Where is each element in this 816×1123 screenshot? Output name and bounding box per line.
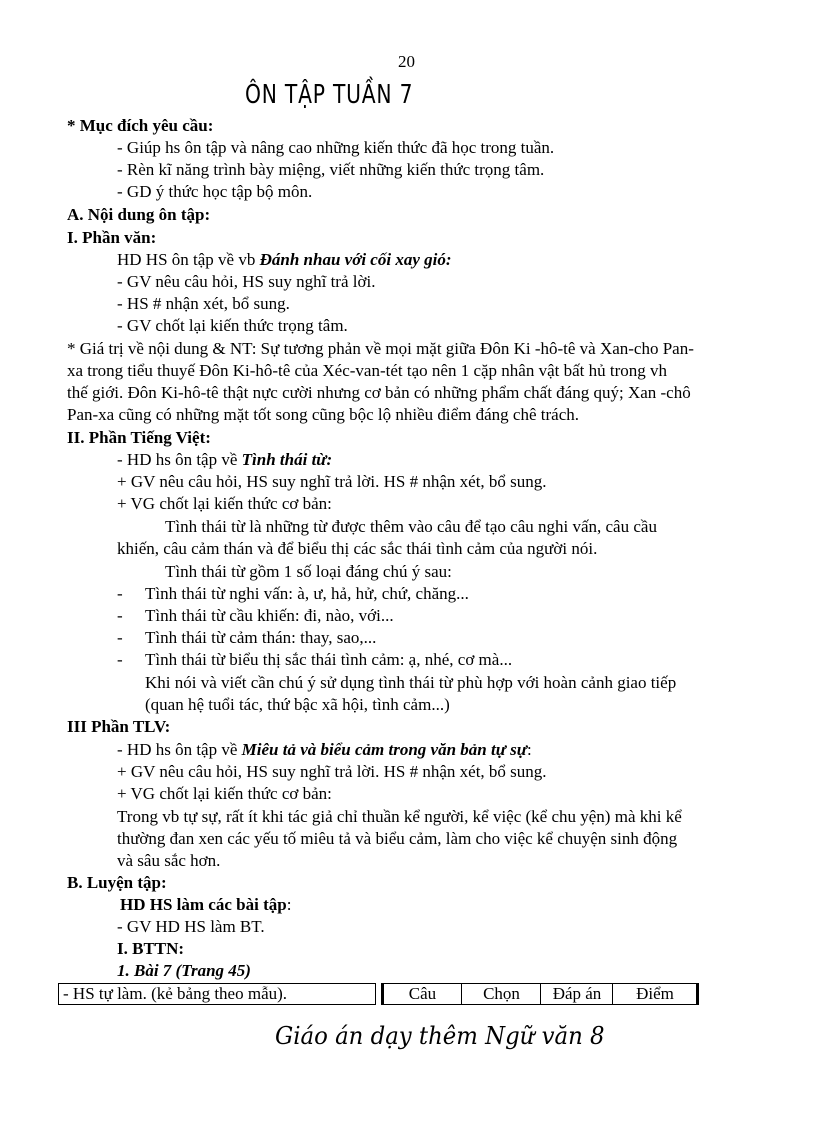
part2-item: + GV nêu câu hỏi, HS suy nghĩ trả lời. HS # nhận xét, bổ sung. xyxy=(117,472,547,491)
page-title: ÔN TẬP TUẦN 7 xyxy=(245,80,414,110)
part3-intro-title: Miêu tả và biểu cảm trong văn bản tự sự xyxy=(241,740,527,759)
type-item-text: Tình thái từ biểu thị sắc thái tình cảm: ạ, nhé, cơ mà... xyxy=(145,650,513,669)
part2-intro xyxy=(117,449,332,471)
type-item-text: Tình thái từ nghi vấn: à, ư, hả, hử, chứ, chăng... xyxy=(145,584,469,603)
part1-intro-prefix: HD HS ôn tập về vb xyxy=(117,250,260,269)
definition-line: khiến, câu cảm thán và để biểu thị các sắc thái tình cảm của người nói. xyxy=(117,539,598,558)
part3-intro-suffix: : xyxy=(526,740,532,759)
type-item: - Tình thái từ cầu khiến: đi, nào, với... xyxy=(117,606,394,625)
type-item: - Tình thái từ nghi vấn: à, ư, hả, hử, chứ, chăng... xyxy=(117,584,469,603)
part3-heading: III Phần TLV: xyxy=(67,717,171,736)
bttn-heading: I. BTTN: xyxy=(117,939,185,958)
section-b-subheading-text: HD HS làm các bài tập xyxy=(120,895,287,914)
part3-intro xyxy=(117,739,532,761)
definition-line: Tình thái từ là những từ được thêm vào câu để tạo câu nghi vấn, câu cầu xyxy=(165,517,657,536)
section-b-item: - GV HD HS làm BT. xyxy=(117,917,265,936)
content-line: Trong vb tự sự, rất ít khi tác giả chỉ thuần kể người, kể việc (kể chu yện) mà khi kể xyxy=(117,807,682,826)
part2-heading: II. Phần Tiếng Việt: xyxy=(67,428,211,447)
part1-heading: I. Phần văn: xyxy=(67,228,157,247)
type-item: - Tình thái từ cảm thán: thay, sao,... xyxy=(117,628,377,647)
part1-intro xyxy=(117,249,452,271)
value-line: xa trong tiểu thuyế Đôn Ki-hô-tê của Xéc-van-tét tạo nên 1 cặp nhân vật bất hủ trong vh xyxy=(67,361,667,380)
part1-intro-title: Đánh nhau với cối xay gió: xyxy=(259,250,452,269)
content-line: và sâu sắc hơn. xyxy=(117,851,221,870)
part2-intro-title: Tình thái từ: xyxy=(241,450,333,469)
part1-item: - HS # nhận xét, bổ sung. xyxy=(117,294,290,313)
table-header-cell: Chọn xyxy=(461,984,541,1004)
part3-item: + GV nêu câu hỏi, HS suy nghĩ trả lời. HS # nhận xét, bổ sung. xyxy=(117,762,547,781)
part1-item: - GV chốt lại kiến thức trọng tâm. xyxy=(117,316,348,335)
part3-intro-prefix: - HD hs ôn tập về xyxy=(117,740,242,759)
answer-table xyxy=(381,983,699,1005)
content-line: thường đan xen các yếu tố miêu tả và biểu cảm, làm cho việc kể chuyện sinh động xyxy=(117,829,678,848)
section-b-subheading xyxy=(120,894,291,916)
types-intro: Tình thái từ gồm 1 số loại đáng chú ý sau: xyxy=(165,562,452,581)
purpose-item: - Rèn kĩ năng trình bày miệng, viết những kiến thức trọng tâm. xyxy=(117,160,545,179)
table-header-cell: Điểm xyxy=(612,984,697,1004)
page-number: 20 xyxy=(398,52,415,71)
type-item: - Tình thái từ biểu thị sắc thái tình cảm: ạ, nhé, cơ mà... xyxy=(117,650,513,669)
section-a-heading: A. Nội dung ôn tập: xyxy=(67,205,211,224)
value-line: Pan-xa cũng có những mặt tốt song cũng bộc lộ nhiều điểm đáng chê trách. xyxy=(67,405,580,424)
part2-item: + VG chốt lại kiến thức cơ bản: xyxy=(117,494,332,513)
table-header-cell: Đáp án xyxy=(540,984,613,1004)
part2-intro-prefix: - HD hs ôn tập về xyxy=(117,450,242,469)
note-line: Khi nói và viết cần chú ý sử dụng tình thái từ phù hợp với hoàn cảnh giao tiếp xyxy=(145,673,677,692)
purpose-item: - Giúp hs ôn tập và nâng cao những kiến thức đã học trong tuần. xyxy=(117,138,555,157)
exercise-heading: 1. Bài 7 (Trang 45) xyxy=(117,961,251,980)
section-b-subheading-suffix: : xyxy=(286,895,292,914)
table-left-cell: - HS tự làm. (kẻ bảng theo mẫu). xyxy=(58,983,376,1005)
purpose-heading: * Mục đích yêu cầu: xyxy=(67,116,214,135)
purpose-item: - GD ý thức học tập bộ môn. xyxy=(117,182,313,201)
note-line: (quan hệ tuổi tác, thứ bậc xã hội, tình cảm...) xyxy=(145,695,450,714)
footer: Giáo án dạy thêm Ngữ văn 8 xyxy=(275,1022,605,1050)
part1-item: - GV nêu câu hỏi, HS suy nghĩ trả lời. xyxy=(117,272,376,291)
section-b-heading: B. Luyện tập: xyxy=(67,873,167,892)
table-header-cell: Câu xyxy=(408,984,437,1003)
part3-item: + VG chốt lại kiến thức cơ bản: xyxy=(117,784,332,803)
value-line: * Giá trị về nội dung & NT: Sự tương phản về mọi mặt giữa Đôn Ki -hô-tê và Xan-cho Pan- xyxy=(67,339,694,358)
type-item-text: Tình thái từ cảm thán: thay, sao,... xyxy=(145,628,377,647)
type-item-text: Tình thái từ cầu khiến: đi, nào, với... xyxy=(145,606,394,625)
value-line: thế giới. Đôn Ki-hô-tê thật nực cười nhưng cơ bản có những phẩm chất đáng quý; Xan -chô xyxy=(67,383,691,402)
